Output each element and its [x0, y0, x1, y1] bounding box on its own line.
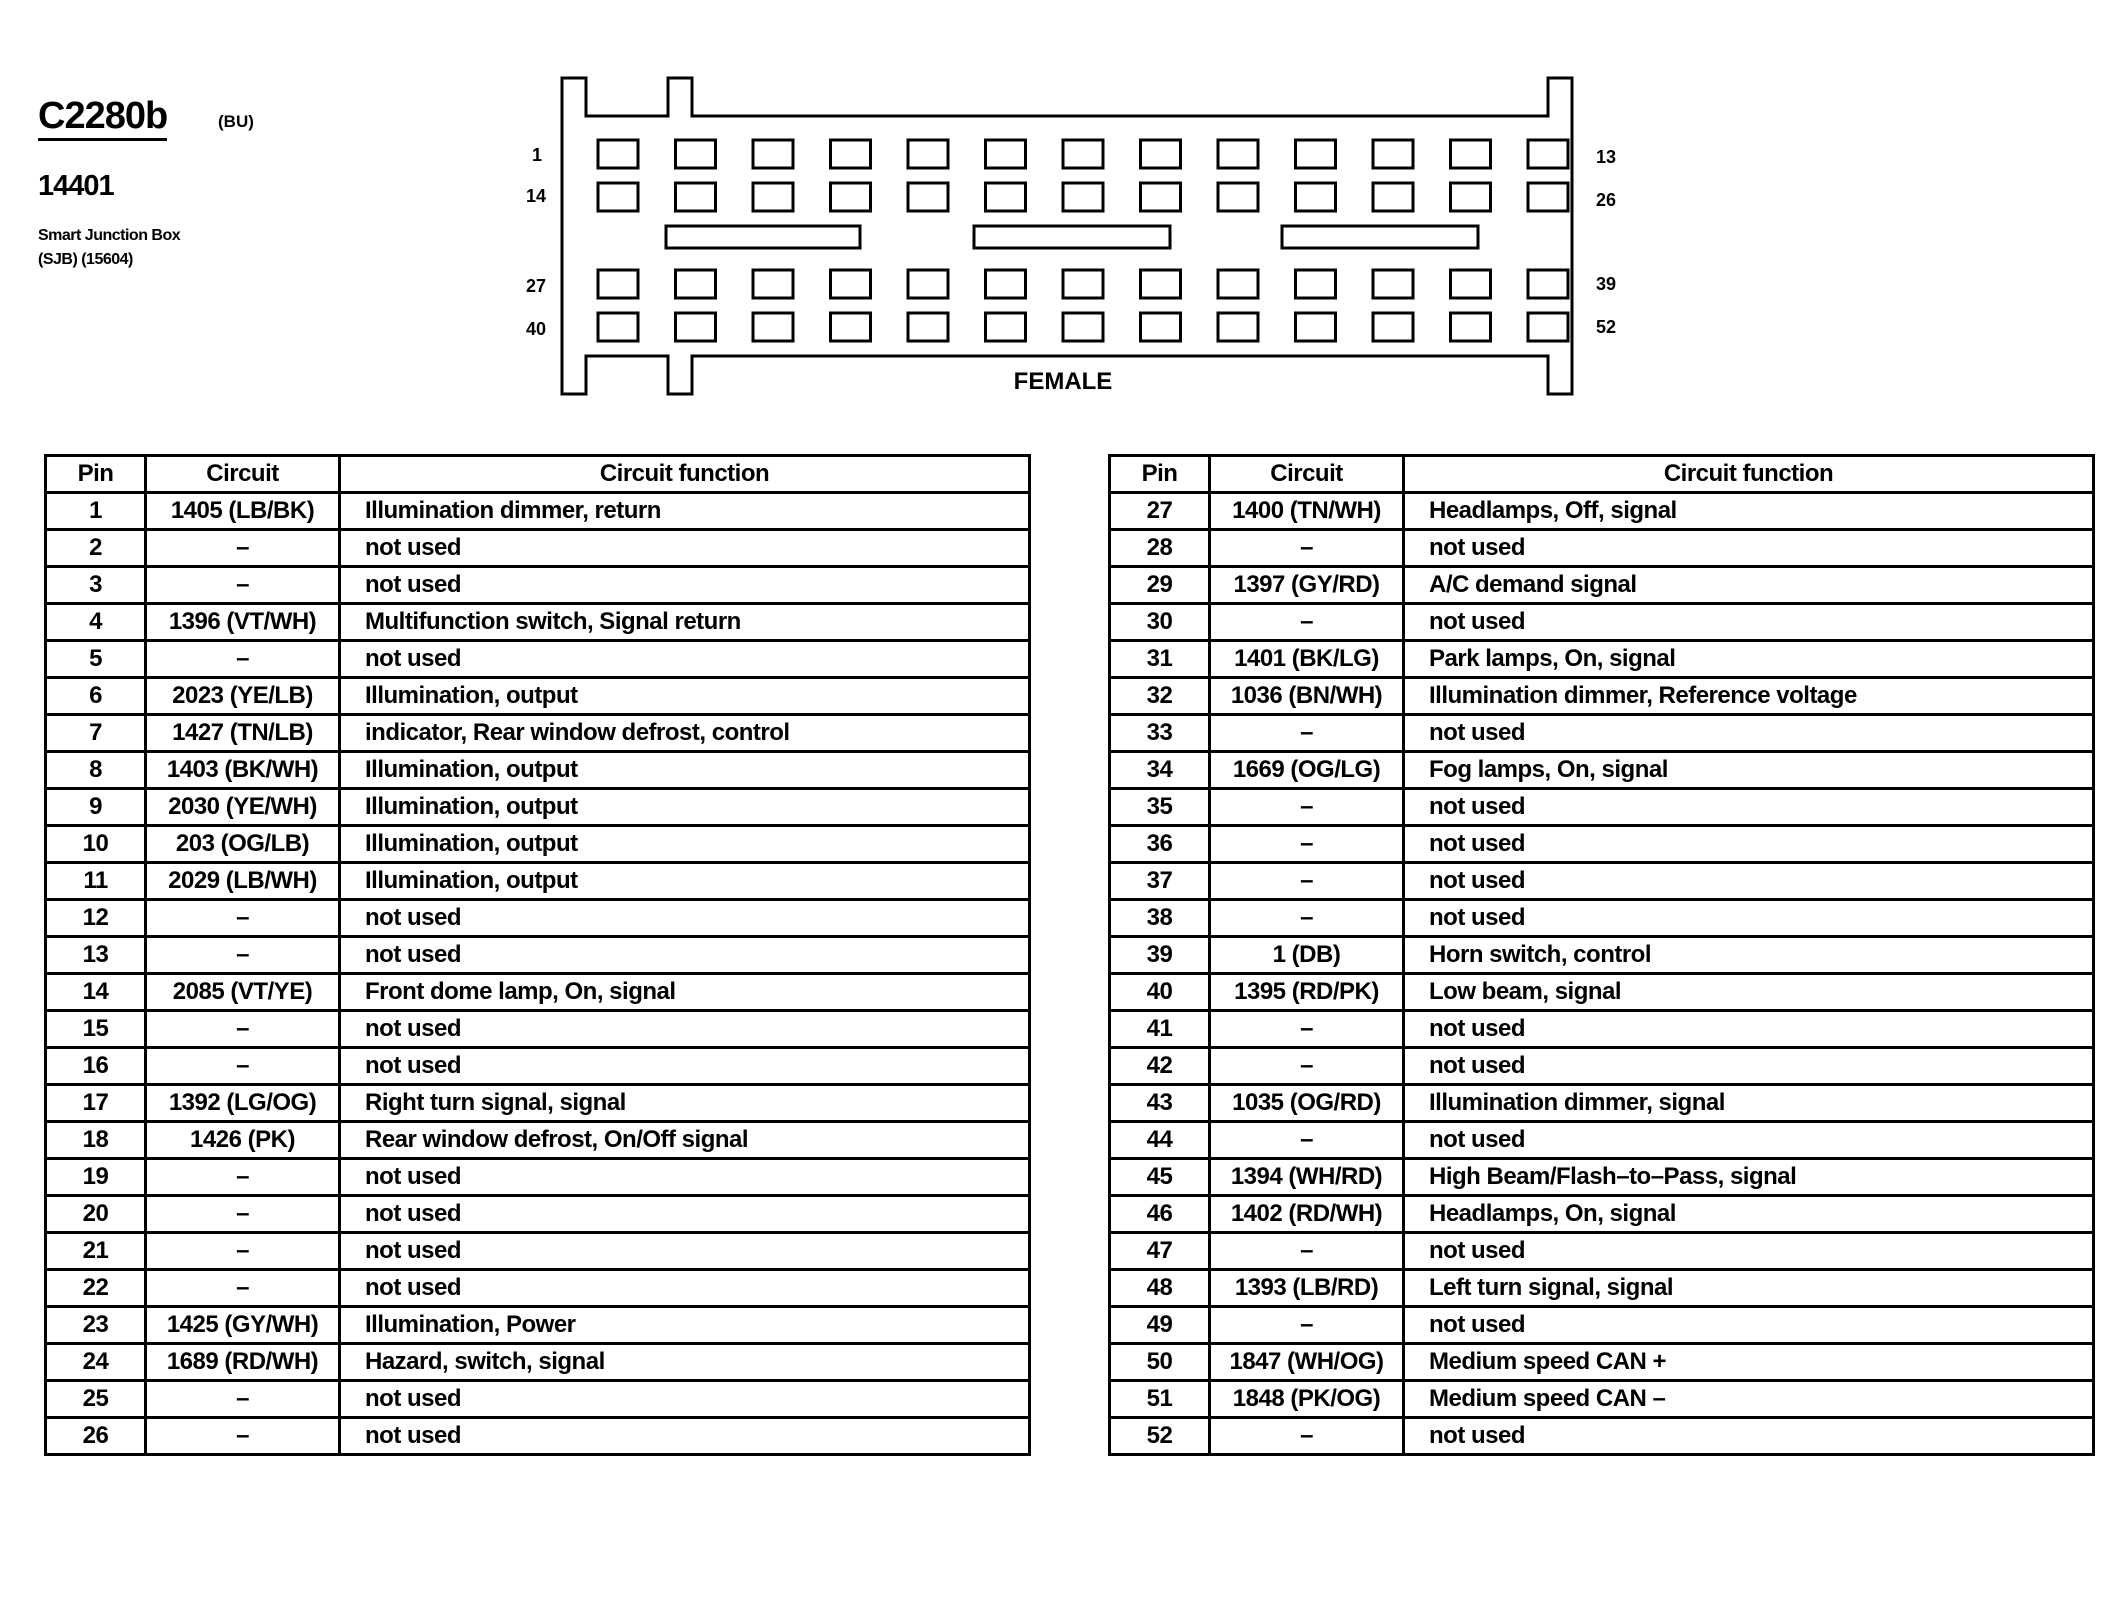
pin-cavity [831, 183, 871, 211]
pin-cavity [831, 270, 871, 298]
pin-cavity [1141, 183, 1181, 211]
pin-cell: 48 [1110, 1270, 1210, 1307]
pin-cell: 2 [46, 530, 146, 567]
circuit-cell: 1392 (LG/OG) [146, 1085, 340, 1122]
table-row [1110, 1344, 2094, 1381]
circuit-cell: – [146, 1196, 340, 1233]
circuit-cell: – [1210, 1011, 1404, 1048]
circuit-cell: – [146, 1159, 340, 1196]
pin-cell: 15 [46, 1011, 146, 1048]
pin-cell: 37 [1110, 863, 1210, 900]
circuit-cell: – [146, 530, 340, 567]
circuit-cell: 2029 (LB/WH) [146, 863, 340, 900]
pin-cavity [908, 140, 948, 168]
circuit-cell: – [1210, 715, 1404, 752]
table-header-row [46, 456, 1030, 493]
description-line-2: (SJB) (15604) [38, 251, 133, 268]
circuit-cell: 1394 (WH/RD) [1210, 1159, 1404, 1196]
pin-cell: 29 [1110, 567, 1210, 604]
pin-cell: 52 [1110, 1418, 1210, 1455]
part-number: 14401 [38, 170, 114, 202]
circuit-cell: – [1210, 604, 1404, 641]
table-row [46, 1159, 1030, 1196]
table-row [1110, 863, 2094, 900]
pin-cavity [1063, 270, 1103, 298]
pin-cell: 23 [46, 1307, 146, 1344]
row-3-end-label: 39 [1596, 274, 1617, 294]
pin-cell: 16 [46, 1048, 146, 1085]
table-row [46, 937, 1030, 974]
pin-cell: 27 [1110, 493, 1210, 530]
pin-cavity [676, 270, 716, 298]
pin-cell: 51 [1110, 1381, 1210, 1418]
table-row [46, 1196, 1030, 1233]
pin-cell: 50 [1110, 1344, 1210, 1381]
circuit-column-header: Circuit [146, 456, 340, 493]
table-row [1110, 900, 2094, 937]
table-row [46, 863, 1030, 900]
row-4-end-label: 52 [1596, 317, 1617, 337]
pin-cell: 21 [46, 1233, 146, 1270]
pin-cavity [1296, 313, 1336, 341]
table-row [1110, 493, 2094, 530]
table-row [46, 641, 1030, 678]
table-row [46, 1011, 1030, 1048]
row-3-start-label: 27 [526, 276, 547, 296]
table-row [46, 530, 1030, 567]
function-cell: Medium speed CAN – [1404, 1381, 2094, 1418]
pin-cavity [1296, 140, 1336, 168]
table-row [1110, 937, 2094, 974]
pin-cavity [1218, 270, 1258, 298]
pin-cell: 41 [1110, 1011, 1210, 1048]
connector-id: C2280b [38, 96, 167, 141]
function-cell: not used [340, 641, 1030, 678]
function-cell: Illumination, output [340, 826, 1030, 863]
pinout-table-left [44, 454, 1031, 1456]
function-cell: not used [1404, 530, 2094, 567]
function-column-header: Circuit function [340, 456, 1030, 493]
pin-cell: 33 [1110, 715, 1210, 752]
circuit-cell: 2085 (VT/YE) [146, 974, 340, 1011]
function-cell: not used [340, 900, 1030, 937]
function-cell: not used [1404, 715, 2094, 752]
circuit-cell: – [1210, 900, 1404, 937]
pin-cavity [1141, 270, 1181, 298]
function-cell: Low beam, signal [1404, 974, 2094, 1011]
circuit-cell: 1847 (WH/OG) [1210, 1344, 1404, 1381]
pin-cell: 34 [1110, 752, 1210, 789]
pin-cell: 1 [46, 493, 146, 530]
pin-cell: 26 [46, 1418, 146, 1455]
pin-cell: 13 [46, 937, 146, 974]
circuit-cell: 1036 (BN/WH) [1210, 678, 1404, 715]
table-row [1110, 1011, 2094, 1048]
table-row [46, 1344, 1030, 1381]
latch-slot-center [974, 226, 1170, 248]
table-row [46, 493, 1030, 530]
table-row [1110, 752, 2094, 789]
pin-cell: 11 [46, 863, 146, 900]
pin-cell: 28 [1110, 530, 1210, 567]
pin-cell: 4 [46, 604, 146, 641]
function-cell: not used [340, 530, 1030, 567]
circuit-cell: – [1210, 1048, 1404, 1085]
pin-cell: 7 [46, 715, 146, 752]
pin-cavity [908, 183, 948, 211]
row-1-end-label: 13 [1596, 147, 1617, 167]
circuit-cell: – [146, 1418, 340, 1455]
function-cell: not used [1404, 604, 2094, 641]
pin-cavity [1373, 313, 1413, 341]
pin-cell: 19 [46, 1159, 146, 1196]
table-row [46, 1418, 1030, 1455]
pin-cell: 22 [46, 1270, 146, 1307]
function-cell: not used [1404, 1048, 2094, 1085]
row-2-end-label: 26 [1596, 190, 1617, 210]
pin-cavity [1451, 183, 1491, 211]
pin-cell: 42 [1110, 1048, 1210, 1085]
function-cell: not used [1404, 1011, 2094, 1048]
row-4-start-label: 40 [526, 319, 547, 339]
circuit-column-header: Circuit [1210, 456, 1404, 493]
pin-cell: 35 [1110, 789, 1210, 826]
pin-cell: 31 [1110, 641, 1210, 678]
function-cell: not used [340, 1418, 1030, 1455]
table-row [1110, 826, 2094, 863]
pin-cell: 32 [1110, 678, 1210, 715]
circuit-cell: 2023 (YE/LB) [146, 678, 340, 715]
pin-cavity [1528, 140, 1568, 168]
circuit-cell: – [146, 641, 340, 678]
table-row [1110, 530, 2094, 567]
table-row [1110, 1085, 2094, 1122]
pin-cavity [676, 140, 716, 168]
circuit-cell: 1 (DB) [1210, 937, 1404, 974]
pin-cavity [1141, 140, 1181, 168]
circuit-cell: 203 (OG/LB) [146, 826, 340, 863]
circuit-cell: – [1210, 826, 1404, 863]
table-row [46, 752, 1030, 789]
pin-cell: 25 [46, 1381, 146, 1418]
circuit-cell: 1425 (GY/WH) [146, 1307, 340, 1344]
table-row [46, 1381, 1030, 1418]
table-row [1110, 567, 2094, 604]
pin-cavity [831, 313, 871, 341]
circuit-cell: 1669 (OG/LG) [1210, 752, 1404, 789]
function-column-header: Circuit function [1404, 456, 2094, 493]
circuit-cell: 1393 (LB/RD) [1210, 1270, 1404, 1307]
pin-cavity [1063, 140, 1103, 168]
latch-slot-left [666, 226, 860, 248]
table-row [46, 1085, 1030, 1122]
pin-cavity [986, 270, 1026, 298]
pin-cavity [831, 140, 871, 168]
table-row [46, 604, 1030, 641]
table-row [46, 567, 1030, 604]
table-row [46, 715, 1030, 752]
pin-cell: 10 [46, 826, 146, 863]
connector-gender-label: FEMALE [1013, 368, 1113, 395]
pin-cell: 9 [46, 789, 146, 826]
circuit-cell: – [1210, 1233, 1404, 1270]
function-cell: Multifunction switch, Signal return [340, 604, 1030, 641]
circuit-cell: – [1210, 863, 1404, 900]
pin-cavity [986, 313, 1026, 341]
pin-cavity [753, 183, 793, 211]
pin-cavity [1528, 313, 1568, 341]
latch-slot-right [1282, 226, 1478, 248]
function-cell: Illumination, output [340, 863, 1030, 900]
connector-face-diagram [0, 0, 2124, 420]
pin-cell: 38 [1110, 900, 1210, 937]
function-cell: not used [1404, 1418, 2094, 1455]
table-row [1110, 1307, 2094, 1344]
row-1-start-label: 1 [532, 145, 543, 165]
pin-cell: 17 [46, 1085, 146, 1122]
circuit-cell: 1402 (RD/WH) [1210, 1196, 1404, 1233]
function-cell: Illumination, output [340, 752, 1030, 789]
pin-cavity [753, 140, 793, 168]
function-cell: Illumination, output [340, 678, 1030, 715]
function-cell: not used [340, 1381, 1030, 1418]
table-row [46, 974, 1030, 1011]
pin-cavity [1218, 140, 1258, 168]
function-cell: not used [1404, 1307, 2094, 1344]
function-cell: not used [1404, 900, 2094, 937]
circuit-cell: 1035 (OG/RD) [1210, 1085, 1404, 1122]
pin-cavity [598, 183, 638, 211]
pin-cell: 14 [46, 974, 146, 1011]
table-row [1110, 604, 2094, 641]
pin-cell: 39 [1110, 937, 1210, 974]
function-cell: not used [340, 1159, 1030, 1196]
function-cell: Medium speed CAN + [1404, 1344, 2094, 1381]
circuit-cell: – [1210, 789, 1404, 826]
pin-cavity [1141, 313, 1181, 341]
pin-cell: 47 [1110, 1233, 1210, 1270]
pin-cell: 49 [1110, 1307, 1210, 1344]
circuit-cell: 1396 (VT/WH) [146, 604, 340, 641]
function-cell: Illumination dimmer, return [340, 493, 1030, 530]
pin-cavity [1218, 313, 1258, 341]
pin-cavity [676, 313, 716, 341]
function-cell: Rear window defrost, On/Off signal [340, 1122, 1030, 1159]
function-cell: High Beam/Flash–to–Pass, signal [1404, 1159, 2094, 1196]
pinout-rows-left [46, 493, 1030, 1455]
pin-cavity [676, 183, 716, 211]
pinout-rows-right [1110, 493, 2094, 1455]
function-cell: Horn switch, control [1404, 937, 2094, 974]
table-header-row [1110, 456, 2094, 493]
function-cell: not used [1404, 1122, 2094, 1159]
pin-cavity [986, 140, 1026, 168]
circuit-cell: – [1210, 1122, 1404, 1159]
table-row [1110, 678, 2094, 715]
function-cell: Front dome lamp, On, signal [340, 974, 1030, 1011]
pin-cavity [598, 270, 638, 298]
function-cell: Left turn signal, signal [1404, 1270, 2094, 1307]
table-row [46, 826, 1030, 863]
function-cell: not used [340, 937, 1030, 974]
pin-cavity [1373, 183, 1413, 211]
pin-cell: 36 [1110, 826, 1210, 863]
description-line-1: Smart Junction Box [38, 227, 181, 244]
function-cell: not used [340, 1196, 1030, 1233]
circuit-cell: 1397 (GY/RD) [1210, 567, 1404, 604]
table-row [1110, 1233, 2094, 1270]
table-row [46, 1233, 1030, 1270]
table-row [46, 1048, 1030, 1085]
function-cell: Headlamps, On, signal [1404, 1196, 2094, 1233]
table-row [1110, 641, 2094, 678]
function-cell: not used [340, 1011, 1030, 1048]
function-cell: A/C demand signal [1404, 567, 2094, 604]
circuit-cell: – [146, 567, 340, 604]
pin-cavity [908, 313, 948, 341]
pin-cell: 8 [46, 752, 146, 789]
circuit-cell: 1689 (RD/WH) [146, 1344, 340, 1381]
pin-cell: 18 [46, 1122, 146, 1159]
table-row [46, 1270, 1030, 1307]
pin-cell: 6 [46, 678, 146, 715]
pin-cavity [1296, 183, 1336, 211]
circuit-cell: – [146, 937, 340, 974]
circuit-cell: – [146, 1048, 340, 1085]
circuit-cell: 1427 (TN/LB) [146, 715, 340, 752]
pin-cell: 5 [46, 641, 146, 678]
pin-cavity [908, 270, 948, 298]
circuit-cell: – [146, 1011, 340, 1048]
pin-cavity [1296, 270, 1336, 298]
connector-housing-outline [562, 78, 1572, 394]
row-2-start-label: 14 [526, 186, 547, 206]
circuit-cell: 1405 (LB/BK) [146, 493, 340, 530]
table-row [1110, 1159, 2094, 1196]
circuit-cell: 1395 (RD/PK) [1210, 974, 1404, 1011]
pin-cavity [1451, 140, 1491, 168]
pin-cell: 20 [46, 1196, 146, 1233]
pin-cavity [1063, 313, 1103, 341]
pin-cavity [753, 313, 793, 341]
function-cell: not used [340, 1233, 1030, 1270]
pin-cell: 24 [46, 1344, 146, 1381]
circuit-cell: 1848 (PK/OG) [1210, 1381, 1404, 1418]
pin-cavity [986, 183, 1026, 211]
circuit-cell: – [1210, 1307, 1404, 1344]
table-row [1110, 715, 2094, 752]
function-cell: not used [1404, 826, 2094, 863]
connector-color-code: (BU) [218, 112, 254, 131]
pin-cell: 30 [1110, 604, 1210, 641]
table-row [46, 900, 1030, 937]
table-row [46, 1307, 1030, 1344]
pin-cell: 45 [1110, 1159, 1210, 1196]
function-cell: Park lamps, On, signal [1404, 641, 2094, 678]
pin-cavity [1451, 270, 1491, 298]
table-row [1110, 1122, 2094, 1159]
function-cell: Illumination dimmer, signal [1404, 1085, 2094, 1122]
function-cell: Illumination dimmer, Reference voltage [1404, 678, 2094, 715]
table-row [1110, 1270, 2094, 1307]
pin-cavity [598, 140, 638, 168]
circuit-cell: – [1210, 1418, 1404, 1455]
pin-cell: 46 [1110, 1196, 1210, 1233]
pin-column-header: Pin [46, 456, 146, 493]
function-cell: Hazard, switch, signal [340, 1344, 1030, 1381]
table-row [1110, 1418, 2094, 1455]
pin-cavity [598, 313, 638, 341]
circuit-cell: – [146, 900, 340, 937]
circuit-cell: 2030 (YE/WH) [146, 789, 340, 826]
pin-cavity [753, 270, 793, 298]
pin-cavity [1373, 270, 1413, 298]
function-cell: not used [340, 1048, 1030, 1085]
pin-cavity-group [598, 140, 1568, 341]
function-cell: not used [1404, 1233, 2094, 1270]
pin-cavity [1528, 270, 1568, 298]
pin-cell: 3 [46, 567, 146, 604]
pin-column-header: Pin [1110, 456, 1210, 493]
pin-cavity [1528, 183, 1568, 211]
circuit-cell: 1403 (BK/WH) [146, 752, 340, 789]
pin-cell: 44 [1110, 1122, 1210, 1159]
function-cell: not used [1404, 863, 2094, 900]
table-row [46, 678, 1030, 715]
pin-cell: 40 [1110, 974, 1210, 1011]
function-cell: not used [1404, 789, 2094, 826]
circuit-cell: – [146, 1233, 340, 1270]
table-row [1110, 1381, 2094, 1418]
pinout-table-right [1108, 454, 2095, 1456]
table-row [1110, 1048, 2094, 1085]
circuit-cell: 1401 (BK/LG) [1210, 641, 1404, 678]
function-cell: Illumination, Power [340, 1307, 1030, 1344]
function-cell: not used [340, 567, 1030, 604]
function-cell: Illumination, output [340, 789, 1030, 826]
function-cell: indicator, Rear window defrost, control [340, 715, 1030, 752]
table-row [1110, 1196, 2094, 1233]
circuit-cell: – [1210, 530, 1404, 567]
pin-cavity [1373, 140, 1413, 168]
table-row [1110, 974, 2094, 1011]
function-cell: Fog lamps, On, signal [1404, 752, 2094, 789]
circuit-cell: – [146, 1381, 340, 1418]
table-row [46, 789, 1030, 826]
function-cell: Headlamps, Off, signal [1404, 493, 2094, 530]
table-row [46, 1122, 1030, 1159]
pin-cavity [1218, 183, 1258, 211]
pin-cell: 12 [46, 900, 146, 937]
pin-cavity [1451, 313, 1491, 341]
function-cell: not used [340, 1270, 1030, 1307]
circuit-cell: – [146, 1270, 340, 1307]
circuit-cell: 1426 (PK) [146, 1122, 340, 1159]
function-cell: Right turn signal, signal [340, 1085, 1030, 1122]
pin-cavity [1063, 183, 1103, 211]
pin-cell: 43 [1110, 1085, 1210, 1122]
table-row [1110, 789, 2094, 826]
circuit-cell: 1400 (TN/WH) [1210, 493, 1404, 530]
